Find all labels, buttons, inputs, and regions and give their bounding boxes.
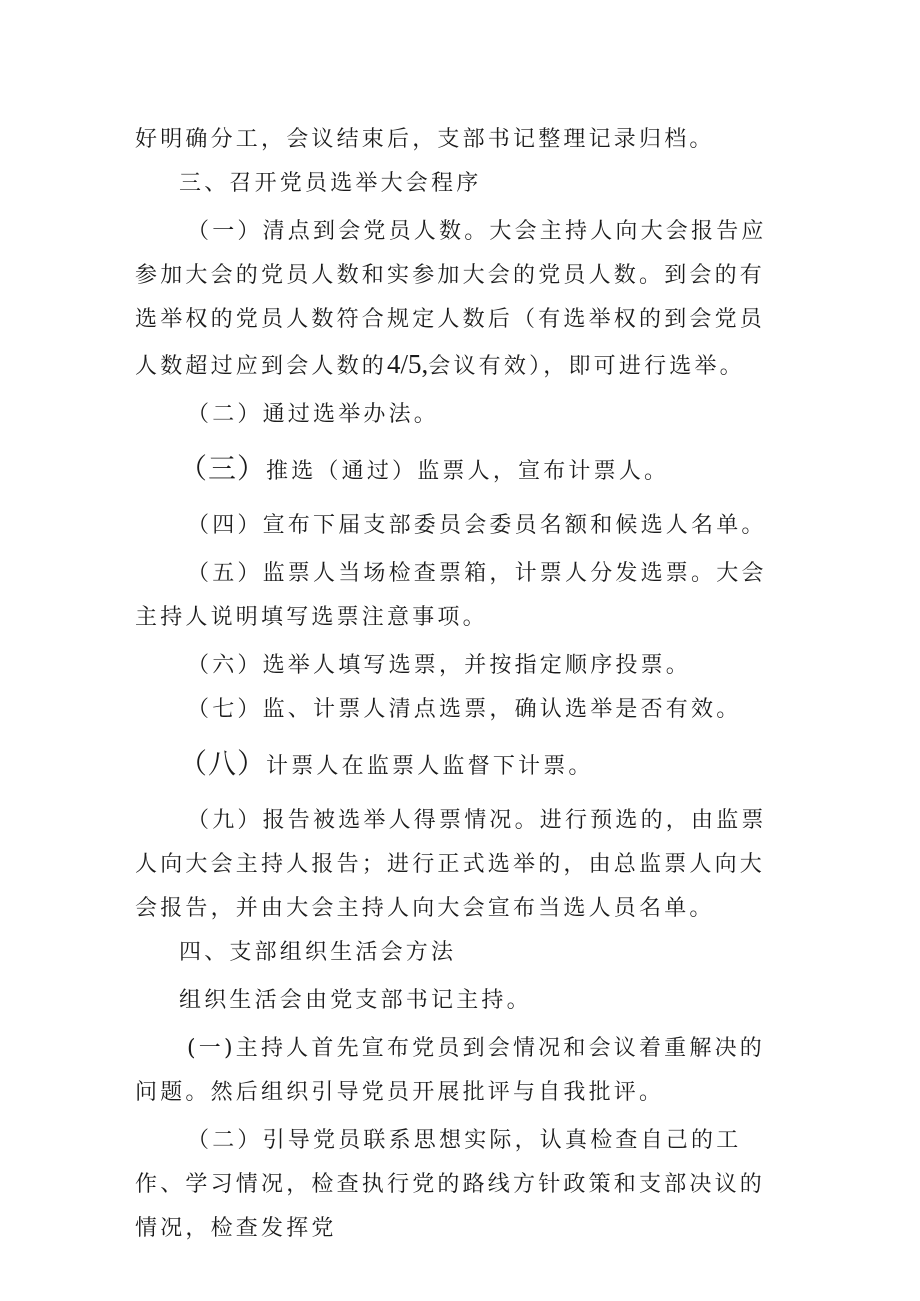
section-heading-3: [135, 162, 790, 206]
step-text: 计票人在监票人监督下计票。: [266, 754, 594, 779]
step-4: [135, 504, 790, 548]
step-text-tail: 会议有效），即可进行选举。: [428, 354, 745, 379]
paragraph-host: [135, 979, 790, 1023]
step-text: （四）宣布下届支部委员会委员名额和候选人名单。: [187, 513, 767, 538]
step-5: [135, 552, 790, 640]
ratio-number: 4/5,: [387, 349, 429, 379]
step-3: [135, 447, 790, 494]
heading-text: 三、召开党员选举大会程序: [179, 171, 482, 196]
section-heading-4: [135, 931, 790, 975]
step-text: （九）报告被选举人得票情况。进行预选的，由监票人向大会主持人报告；进行正式选举的，由总监票人向大会报告，并由大会主持人向大会宣布当选人员名单。: [135, 808, 767, 921]
paragraph-text: 好明确分工，会议结束后，支部书记整理记录归档。: [135, 127, 715, 152]
method-2: [135, 1119, 790, 1251]
step-text: （一）清点到会党员人数。大会主持人向大会报告应参加大会的党员人数和实参加大会的党员人数。到会的有选举权的党员人数符合规定人数后（有选举权的到会党员人数超过应到会人数的: [135, 219, 767, 379]
step-8: [135, 742, 790, 789]
method-1: [135, 1027, 790, 1115]
paragraph-closing-line: [135, 118, 790, 162]
step-text: （六）选举人填写选票，并按指定顺序投票。: [187, 653, 692, 678]
paragraph-text: 组织生活会由党支部书记主持。: [179, 988, 532, 1013]
heading-text: 四、支部组织生活会方法: [179, 940, 457, 965]
step-text: （二）通过选举办法。: [187, 402, 440, 427]
step-9: [135, 799, 790, 931]
method-text: （二）引导党员联系思想实际，认真检查自己的工作、学习情况，检查执行党的路线方针政策和支部决议的情况，检查发挥党: [135, 1128, 766, 1241]
step-marker: （八）: [179, 747, 267, 780]
step-text: 推选（通过）监票人，宣布计票人。: [266, 459, 670, 484]
step-text: （七）监、计票人清点选票，确认选举是否有效。: [187, 697, 742, 722]
step-7: [135, 688, 790, 732]
step-marker: （三）: [179, 452, 267, 485]
step-2: [135, 393, 790, 437]
step-text: （五）监票人当场检查票箱，计票人分发选票。大会主持人说明填写选票注意事项。: [135, 561, 767, 630]
step-1: [135, 210, 790, 389]
document-body: [135, 118, 790, 1251]
method-text: (一)主持人首先宣布党员到会情况和会议着重解决的问题。然后组织引导党员开展批评与自我批评。: [135, 1036, 765, 1105]
step-6: [135, 644, 790, 688]
